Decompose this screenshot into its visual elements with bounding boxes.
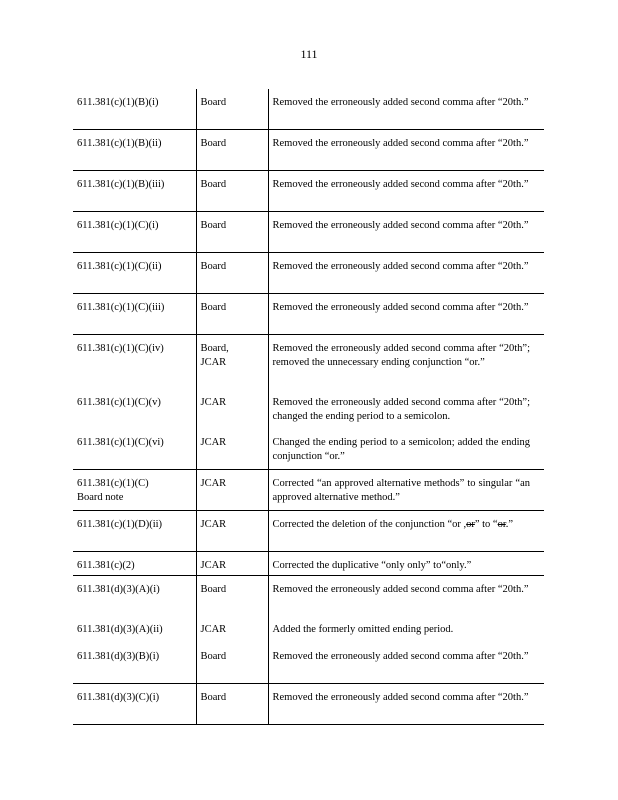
- change-cell: Added the formerly omitted ending period.: [268, 616, 544, 643]
- page-number: 111: [300, 47, 318, 61]
- change-cell: Removed the erroneously added second comma after “20th.”: [268, 253, 544, 294]
- section-cell: 611.381(d)(3)(A)(ii): [77, 624, 163, 635]
- table-row: [73, 335, 544, 390]
- agency-cell: JCAR: [196, 616, 268, 643]
- section-cell: 611.381(c)(1)(C)(i): [73, 212, 196, 253]
- agency-cell: [196, 335, 268, 390]
- section-cell: 611.381(d)(3)(A)(i): [77, 584, 160, 595]
- agency-cell: Board: [196, 212, 268, 253]
- change-cell: Removed the erroneously added second comma after “20th.”: [268, 294, 544, 335]
- table-row: [73, 470, 544, 511]
- section-cell: 611.381(c)(2): [73, 552, 196, 576]
- section-line: 611.381(c)(1)(C): [77, 478, 149, 489]
- table-row: [73, 429, 544, 470]
- agency-cell: Board: [196, 130, 268, 171]
- table-row: [73, 294, 544, 335]
- section-line: Board note: [77, 491, 124, 503]
- table-row: [73, 576, 544, 617]
- change-cell: Removed the erroneously added second comma after “20th.”: [268, 684, 544, 725]
- change-cell: Changed the ending period to a semicolon; added the ending conjunction “or.”: [268, 429, 544, 470]
- agency-line: Board,: [200, 343, 229, 354]
- section-cell: [73, 470, 196, 511]
- change-cell: Removed the erroneously added second comma after “20th.”: [268, 171, 544, 212]
- table-row: [73, 89, 544, 130]
- table-row: [73, 511, 544, 552]
- change-text: .”: [505, 519, 514, 530]
- agency-cell: JCAR: [196, 470, 268, 511]
- struck-text: or: [497, 519, 506, 530]
- section-cell: 611.381(c)(1)(B)(ii): [73, 130, 196, 171]
- section-cell: 611.381(c)(1)(C)(vi): [73, 429, 196, 470]
- section-cell: 611.381(c)(1)(C)(v): [77, 397, 161, 408]
- table-row: [73, 212, 544, 253]
- table-row: [73, 253, 544, 294]
- agency-cell: JCAR: [196, 552, 268, 576]
- agency-cell: Board: [196, 643, 268, 684]
- agency-cell: JCAR: [196, 511, 268, 552]
- section-cell: 611.381(c)(1)(B)(i): [73, 89, 196, 130]
- table-row: [73, 552, 544, 576]
- table-row: [73, 171, 544, 212]
- change-cell: Removed the erroneously added second comma after “20th.”: [268, 643, 544, 684]
- change-text: ” to “: [474, 519, 498, 530]
- agency-line: JCAR: [200, 356, 227, 368]
- agency-cell: Board: [196, 294, 268, 335]
- section-cell: 611.381(c)(1)(B)(iii): [73, 171, 196, 212]
- change-cell: Removed the erroneously added second comma after “20th”; removed the unnecessary ending conjunction “or.”: [268, 335, 544, 390]
- changes-table: [73, 89, 544, 725]
- agency-cell: Board: [196, 684, 268, 725]
- section-cell: 611.381(c)(1)(D)(ii): [73, 511, 196, 552]
- change-cell: [268, 511, 544, 552]
- table-row: [73, 684, 544, 725]
- section-cell: 611.381(d)(3)(B)(i): [73, 643, 196, 684]
- section-cell: 611.381(c)(1)(C)(iii): [73, 294, 196, 335]
- change-cell: Removed the erroneously added second comma after “20th.”: [268, 89, 544, 130]
- change-cell: Removed the erroneously added second comma after “20th.”: [268, 576, 544, 617]
- agency-cell: Board: [196, 89, 268, 130]
- agency-cell: Board: [196, 576, 268, 617]
- agency-cell: Board: [196, 253, 268, 294]
- change-cell: Corrected “an approved alternative methods” to singular “an approved alternative method.”: [268, 470, 544, 511]
- change-cell: Corrected the duplicative “only only” to“only.”: [268, 552, 544, 576]
- change-cell: Removed the erroneously added second comma after “20th.”: [268, 130, 544, 171]
- section-cell: 611.381(c)(1)(C)(ii): [73, 253, 196, 294]
- change-text: Corrected the deletion of the conjunction “or ,: [272, 519, 467, 530]
- change-cell: Removed the erroneously added second comma after “20th.”: [268, 212, 544, 253]
- agency-cell: JCAR: [196, 389, 268, 429]
- section-cell: 611.381(c)(1)(C)(iv): [77, 343, 164, 354]
- table-row: [73, 130, 544, 171]
- table-row: [73, 389, 544, 429]
- agency-cell: Board: [196, 171, 268, 212]
- table-row: [73, 616, 544, 643]
- struck-text: or: [466, 519, 475, 530]
- agency-cell: JCAR: [196, 429, 268, 470]
- section-cell: 611.381(d)(3)(C)(i): [73, 684, 196, 725]
- change-cell: Removed the erroneously added second comma after “20th”; changed the ending period to a semicolon.: [268, 389, 544, 429]
- table-row: [73, 643, 544, 684]
